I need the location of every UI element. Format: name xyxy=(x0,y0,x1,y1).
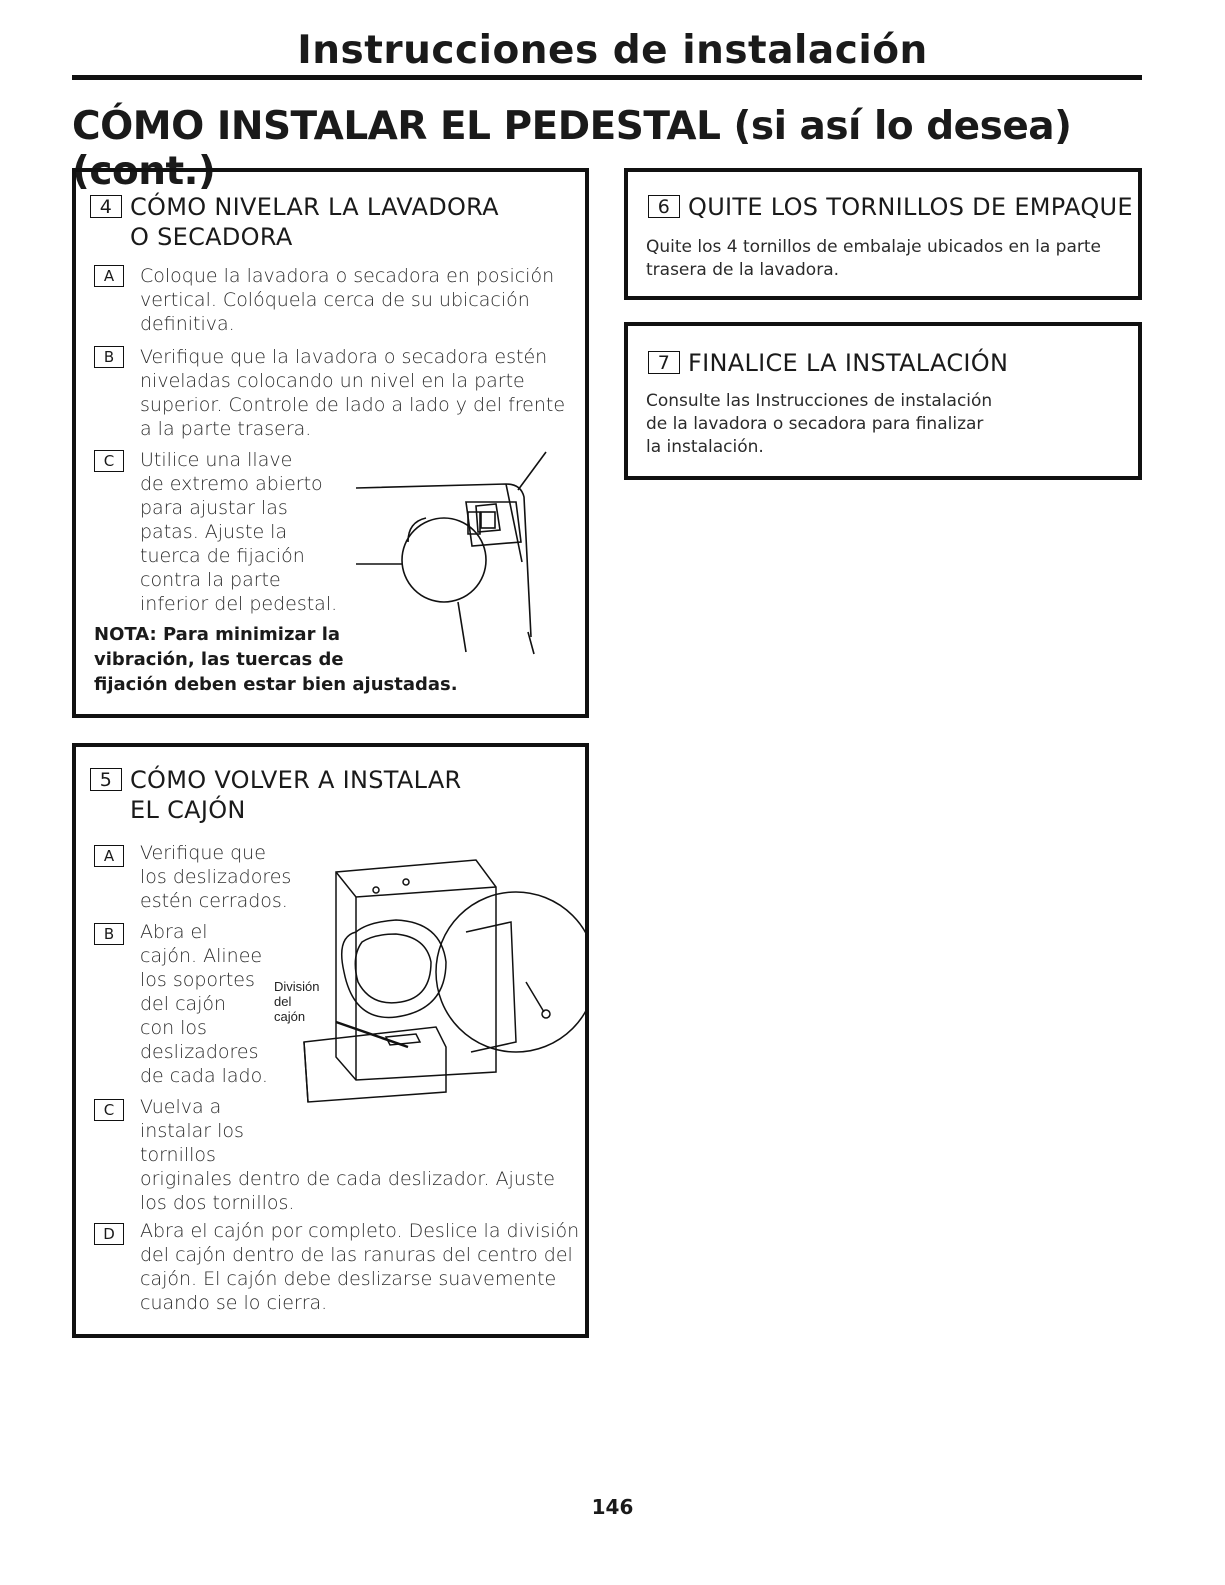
step-letter-a: A xyxy=(94,265,124,287)
step-letter-b: B xyxy=(94,346,124,368)
step-letter-c: C xyxy=(94,1099,124,1121)
step-a-text: Coloque la lavadora o secadora en posición vertical. Colóquela cerca de su ubicación definitiva. xyxy=(140,265,555,335)
section-5-box xyxy=(72,743,589,1338)
section-number-badge: 7 xyxy=(648,351,680,374)
step-letter-c: C xyxy=(94,450,124,472)
section-6-heading xyxy=(648,192,1133,222)
step-letter-d: D xyxy=(94,1223,124,1245)
step-b-text: Abra el cajón. Alinee los soportes del cajón con los deslizadores de cada lado. xyxy=(140,921,268,1087)
step-c-text: Vuelva a instalar los tornillos originales dentro de cada deslizador. Ajuste los dos tornillos. xyxy=(140,1096,555,1214)
section-number-badge: 6 xyxy=(648,195,680,218)
drawer-divider-callout: División del cajón xyxy=(274,979,320,1024)
step-d-text: Abra el cajón por completo. Deslice la división del cajón dentro de las ranuras del centro del cajón. El cajón debe deslizarse suavemente cuando se lo cierra. xyxy=(140,1220,580,1314)
section-main-title: CÓMO INSTALAR EL PEDESTAL (si así lo desea) (cont.) xyxy=(72,104,1072,194)
step-b-text: Verifique que la lavadora o secadora estén niveladas colocando un nivel en la parte superior. Controle de lado a lado y del frente a la parte trasera. xyxy=(140,346,566,440)
section-number-badge: 4 xyxy=(90,195,122,218)
section-6-title: QUITE LOS TORNILLOS DE EMPAQUE xyxy=(688,193,1133,221)
step-letter-a: A xyxy=(94,845,124,867)
section-4-heading xyxy=(90,192,499,252)
step-c-text: Utilice una llave de extremo abierto para ajustar las patas. Ajuste la tuerca de fijación contra la parte inferior del pedestal. xyxy=(140,449,338,615)
step-a-text: Verifique que los deslizadores estén cerrados. xyxy=(140,842,292,912)
section-5-title: CÓMO VOLVER A INSTALAR EL CAJÓN xyxy=(130,766,462,824)
step-letter-b: B xyxy=(94,923,124,945)
leveling-note: NOTA: Para minimizar la vibración, las tuercas de fijación deben estar bien ajustadas. xyxy=(94,624,458,695)
section-4-box xyxy=(72,168,589,718)
page-number: 146 xyxy=(591,1495,634,1519)
section-4-title: CÓMO NIVELAR LA LAVADORA O SECADORA xyxy=(130,193,499,251)
page-header-title: Instrucciones de instalación xyxy=(297,28,928,73)
leveling-leg-illustration xyxy=(346,442,586,672)
section-7-heading xyxy=(648,348,1008,378)
drawer-illustration xyxy=(296,842,586,1122)
section-7-box xyxy=(624,322,1142,480)
header-divider xyxy=(72,75,1142,80)
section-6-text: Quite los 4 tornillos de embalaje ubicados en la parte trasera de la lavadora. xyxy=(646,237,1101,280)
section-5-heading xyxy=(90,765,462,825)
section-6-box xyxy=(624,168,1142,300)
section-7-title: FINALICE LA INSTALACIÓN xyxy=(688,349,1009,377)
section-number-badge: 5 xyxy=(90,768,122,791)
section-7-text: Consulte las Instrucciones de instalación de la lavadora o secadora para finalizar la instalación. xyxy=(646,391,993,457)
